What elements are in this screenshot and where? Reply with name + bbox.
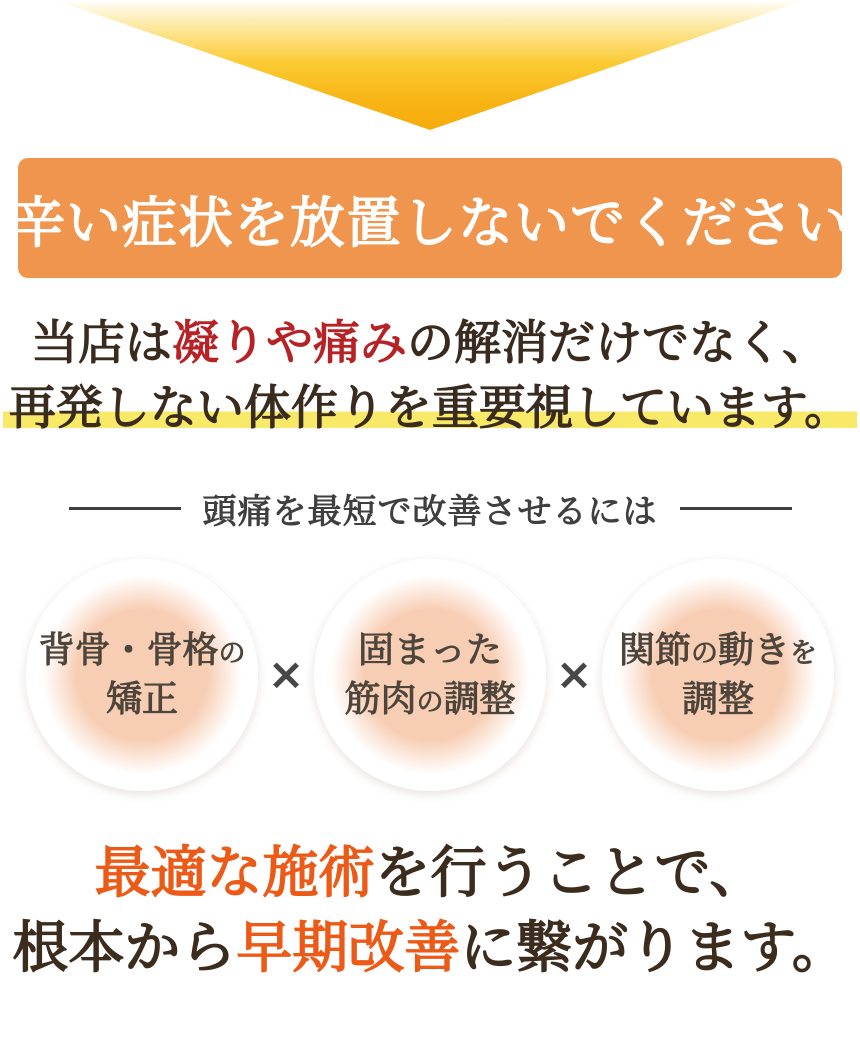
- joint-line1c: 動き: [718, 630, 791, 671]
- headline-banner: [10, 158, 851, 278]
- intro-line1-em-red: 凝りや痛み: [171, 318, 407, 370]
- outro-line1-em-orange: 最適な施術: [94, 842, 375, 905]
- outro-line2-post: に繋がります。: [460, 918, 848, 981]
- muscle-line2a: 筋肉: [344, 678, 417, 719]
- muscle-line2c: 調整: [443, 678, 516, 719]
- method-circle-muscle-text: [344, 626, 515, 723]
- intro-text: [0, 312, 860, 442]
- intro-line2: [0, 377, 860, 442]
- method-circle-muscle: [314, 559, 546, 791]
- section-divider: [0, 484, 860, 533]
- outro-line2-em-orange: 早期改善: [236, 918, 461, 981]
- joint-line1-small2: を: [790, 638, 818, 669]
- outro-line1: [0, 837, 860, 913]
- joint-line1a: 関節: [618, 630, 691, 671]
- outro-text: [0, 837, 860, 988]
- joint-line2: 調整: [681, 678, 754, 719]
- intro-line1: [0, 312, 860, 377]
- methods-row: [0, 559, 860, 791]
- outro-line2-pre: 根本から: [12, 918, 237, 981]
- intro-line1-pre: 当店は: [30, 318, 172, 370]
- muscle-line1: 固まった: [357, 630, 502, 671]
- multiply-icon: ×: [555, 649, 593, 701]
- multiply-icon: ×: [267, 649, 305, 701]
- divider-rule-right: [680, 507, 792, 510]
- method-circle-joint-text: [619, 626, 817, 723]
- muscle-line2-small: の: [416, 686, 444, 717]
- outro-line1-post: を行うことで、: [374, 842, 766, 905]
- divider-rule-left: [69, 507, 181, 510]
- method-circle-spine: [26, 559, 258, 791]
- banner-title: 辛い症状を放置しないでください: [10, 192, 851, 254]
- spine-line1: 背骨・骨格: [38, 630, 219, 671]
- spine-line2: 矯正: [105, 678, 178, 719]
- method-circle-joint: [602, 559, 834, 791]
- spine-line1-small: の: [218, 638, 246, 669]
- intro-line1-post: の解消だけでなく、: [406, 318, 830, 370]
- down-arrow-gradient: [55, 0, 805, 130]
- method-circle-spine-text: [38, 626, 245, 723]
- intro-line2-highlighted: 再発しない体作りを重要視しています。: [3, 383, 857, 435]
- outro-line2: [0, 912, 860, 988]
- joint-line1-small1: の: [691, 638, 718, 669]
- divider-label: 頭痛を最短で改善させるには: [202, 493, 658, 531]
